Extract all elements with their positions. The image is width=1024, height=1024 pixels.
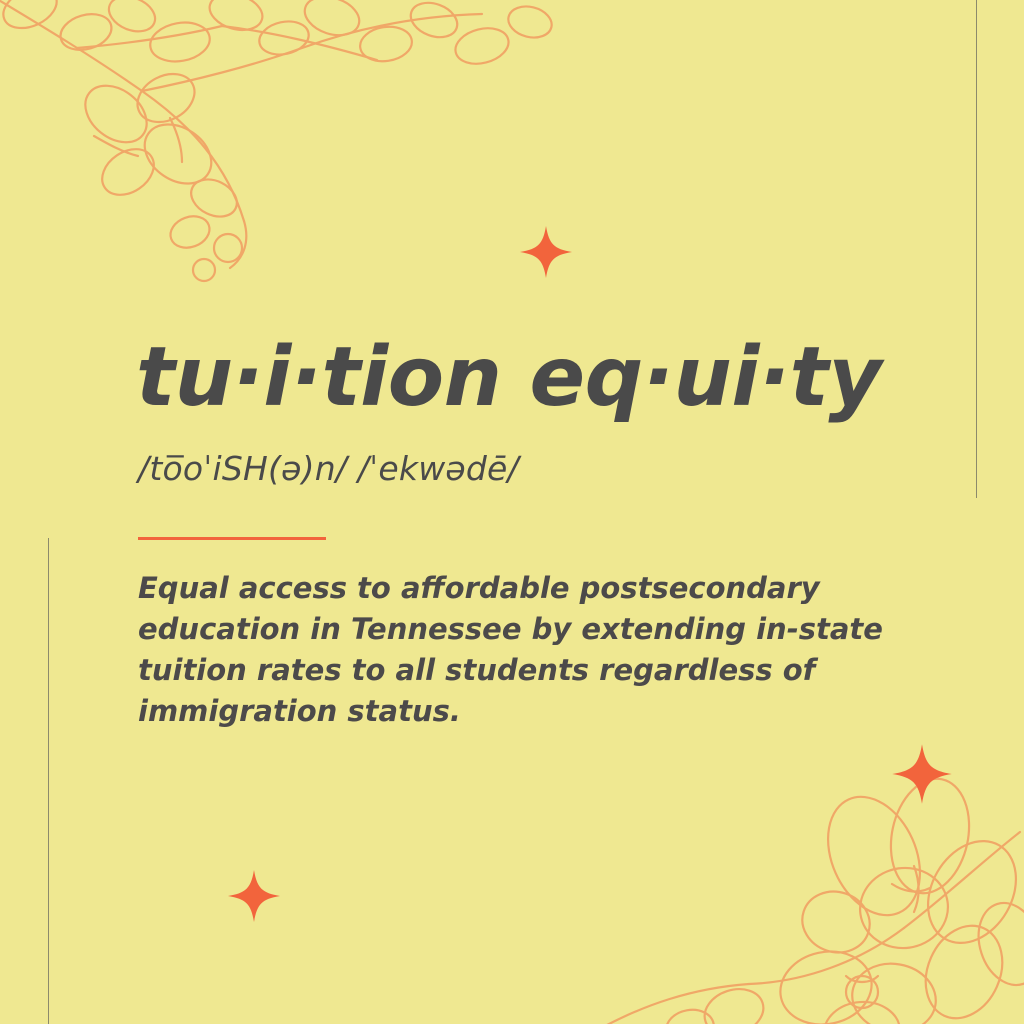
definition-content [136,330,956,732]
sparkle-icon [226,868,282,924]
botanical-flower-icon [574,736,1024,1024]
sparkle-icon [518,224,574,280]
botanical-branch-icon [0,0,582,286]
definition-text: Equal access to affordable postsecondary education in Tennessee by extending in-state tuition rates to all students regardless of immigration status. [138,570,883,729]
vertical-rule-right [976,0,977,498]
pronunciation-text: /to̅oˈiSH(ə)n/ /ˈekwədē/ [138,448,519,488]
accent-divider [138,537,326,540]
sparkle-icon [890,742,954,806]
vertical-rule-left [48,538,49,1024]
term-title: tu·i·tion eq·ui·ty [136,330,882,425]
